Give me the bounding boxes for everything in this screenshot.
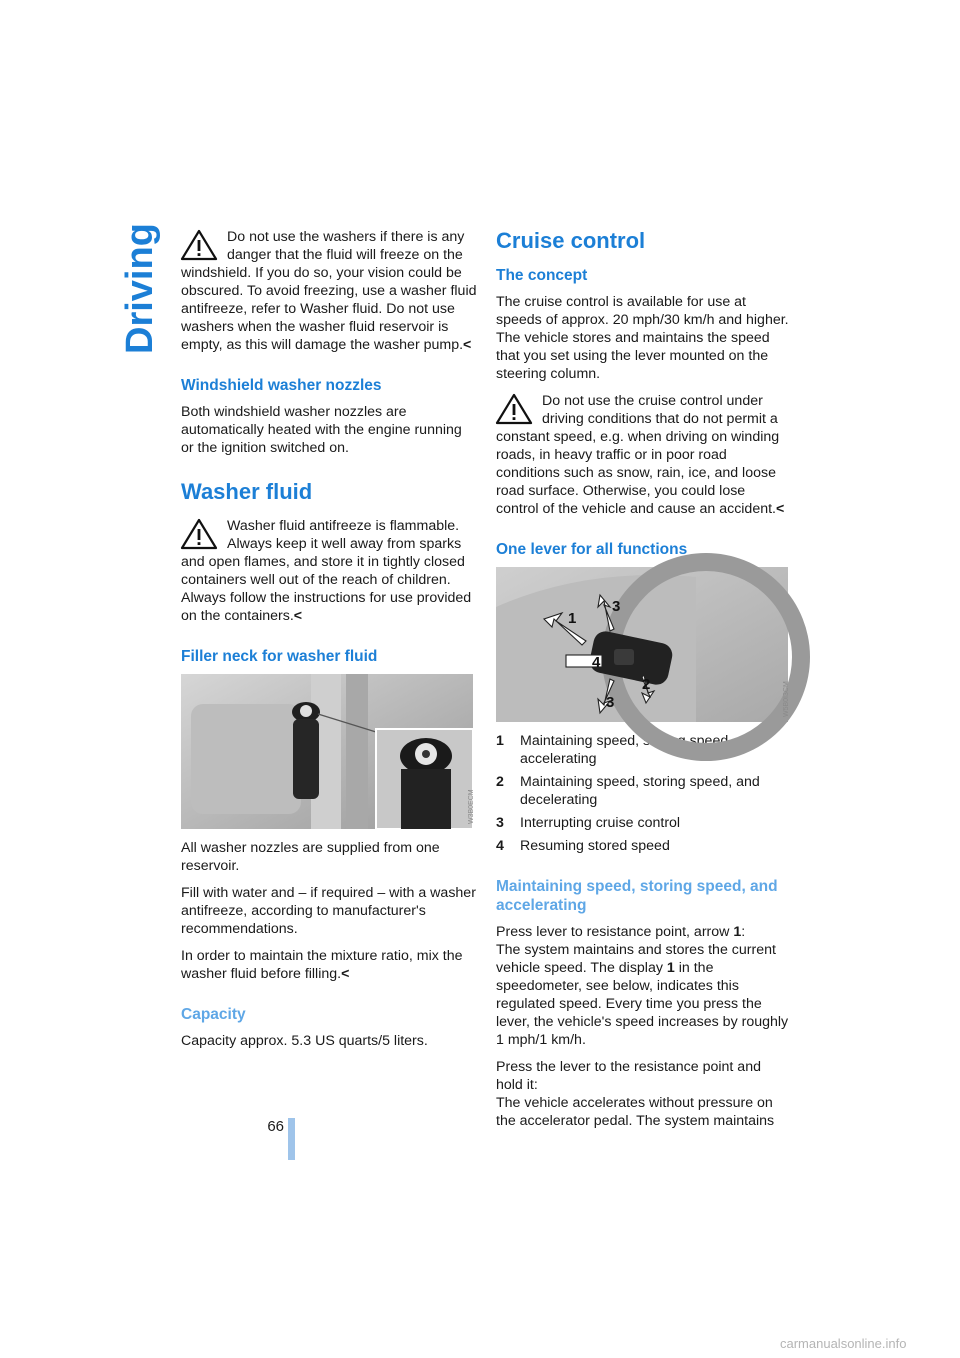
text-run: Press lever to resistance point, arrow [496,924,730,940]
left-column [181,228,477,1059]
lever-figure [496,567,788,722]
washer-fluid-heading: Washer fluid [181,479,313,504]
list-item [496,814,790,832]
lever-label: 1 [568,610,577,627]
text-run: The vehicle accelerates without pressure on the accelerator pedal. The system maintains [496,1095,775,1129]
text-run: : [741,924,746,940]
figure-code: W3B0ECM [468,789,475,824]
warning-triangle-icon [496,394,532,424]
list-item-number: 4 [496,838,504,854]
lever-image [496,567,788,722]
lever-heading: One lever for all functions [496,541,688,558]
concept-heading: The concept [496,267,588,284]
end-mark: < [293,608,303,624]
maintain-para-2 [496,1058,790,1130]
lever-label: 3 [606,694,615,711]
list-item-text: Interrupting cruise control [520,815,681,831]
text-run: Press the lever to the resistance point and hold it: [496,1059,761,1093]
nozzles-text: Both windshield washer nozzles are automatically heated with the engine running or the ignition switched on. [181,404,462,456]
text-run: The system maintains and stores the current vehicle speed. The display [496,942,776,976]
list-item-number: 3 [496,815,504,831]
list-item-text: Maintaining speed, storing speed, and accelerating [520,733,760,767]
para-fill: Fill with water and – if required – with a washer antifreeze, according to manufacturer's recommendations. [181,885,476,937]
capacity-heading: Capacity [181,1006,246,1023]
maintaining-heading: Maintaining speed, storing speed, and accelerating [496,878,778,914]
right-column [496,228,790,1139]
warning-triangle-icon [181,230,217,260]
warning-flammable [181,517,477,625]
page-number-bar [288,1118,295,1160]
para-reservoir: All washer nozzles are supplied from one reservoir. [181,840,440,874]
cruise-control-heading: Cruise control [496,228,646,253]
warning-cruise [496,392,790,518]
end-mark: < [341,966,350,982]
list-item-text: Maintaining speed, storing speed, and decelerating [520,774,760,808]
page-number: 66 [267,1118,284,1135]
maintain-para-1 [496,923,790,1049]
end-mark: < [776,501,785,517]
warning-text: Do not use the cruise control under driving conditions that do not permit a constant speed, e.g. when driving on winding roads, in heavy traffic or in poor road conditions such as snow, rain, ice, and loose road surface. Otherwise, you could lose control of the vehicle and cause an accident. [496,393,780,517]
warning-triangle-icon [181,519,217,549]
concept-text: The cruise control is available for use at speeds of approx. 20 mph/30 km/h and higher. The vehicle stores and maintains the speed that you set using the lever mounted on the steering column. [496,294,789,382]
display-ref: 1 [666,960,675,976]
watermark: carmanualsonline.info [780,1336,907,1351]
filler-neck-image [181,674,473,829]
list-item-number: 1 [496,733,504,749]
capacity-text: Capacity approx. 5.3 US quarts/5 liters. [181,1033,428,1049]
warning-text: Washer fluid antifreeze is flammable. Always keep it well away from sparks and open flames, and store it in tightly closed containers well out of the reach of children. Always follow the instructions for use provided on the containers. [181,518,472,624]
warning-freeze [181,228,477,354]
list-item [496,837,790,855]
text-run: in the speedometer, see below, indicates this regulated speed. Every time you press the lever, the vehicle's speed increases by roughly 1 mph/1 km/h. [496,960,789,1048]
lever-label: 2 [642,676,651,693]
list-item-number: 2 [496,774,504,790]
list-item-text: Resuming stored speed [520,838,670,854]
end-mark: < [463,337,472,353]
section-tab-label: Driving [119,223,161,354]
section-tab [112,223,164,358]
warning-text: Do not use the washers if there is any danger that the fluid will freeze on the windshield. If you do so, your vision could be obscured. To avoid freezing, use a washer fluid antifreeze, refer to Washer fluid. Do not use washers when the washer fluid reservoir is empty, as this will damage the washer pump. [181,229,477,353]
filler-neck-heading: Filler neck for washer fluid [181,648,378,665]
lever-label: 3 [612,598,621,615]
lever-label: 4 [592,654,601,671]
nozzles-heading: Windshield washer nozzles [181,377,382,394]
list-item [496,773,790,809]
filler-neck-figure [181,674,473,829]
arrow-ref: 1 [733,924,742,940]
para-mix [181,947,477,983]
figure-code: W5B0I3CM [783,681,790,717]
para-mix-text: In order to maintain the mixture ratio, mix the washer fluid before filling. [181,948,463,982]
